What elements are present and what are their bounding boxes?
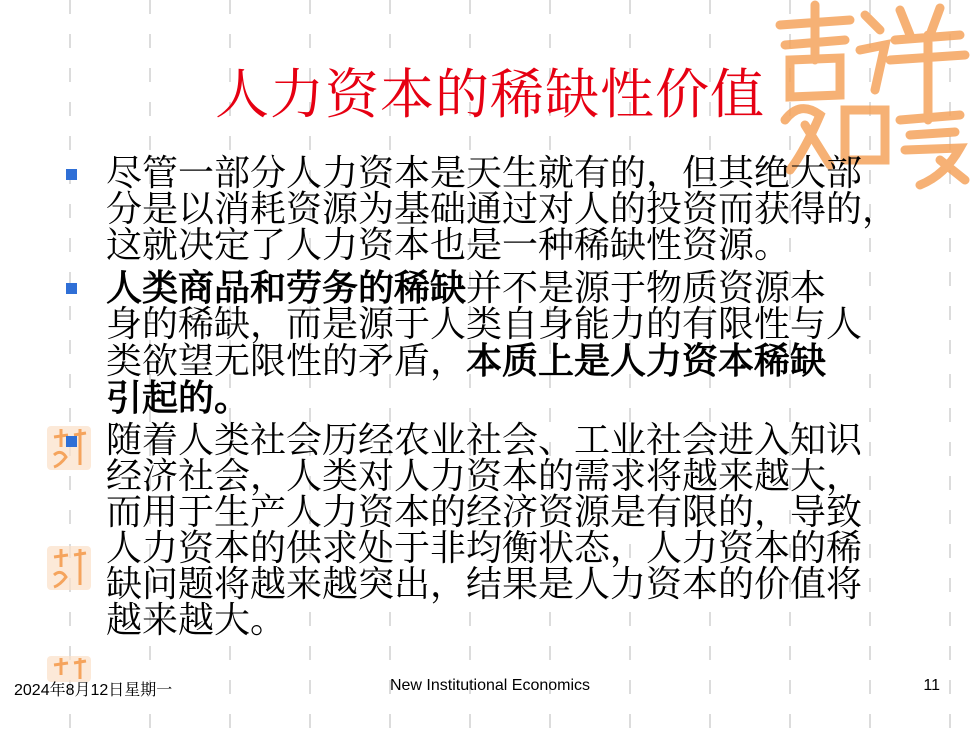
- bullet-2-line-4: [106, 377, 932, 419]
- bullet-2-line-1: [106, 267, 932, 309]
- bullet-2-line-1-rest: 并不是源于物质资源本: [466, 268, 827, 309]
- bullet-2-line-3-bold: 本质上是人力资本稀缺: [466, 340, 827, 382]
- bullet-2-line-3: [106, 340, 932, 382]
- bullet-square-icon: [66, 283, 77, 294]
- bullet-list: [62, 153, 932, 641]
- bullet-square-icon: [66, 169, 77, 180]
- bullet-item-2: [62, 267, 932, 419]
- footer-date: 2024年8月12日星期一: [14, 682, 173, 699]
- bullet-1-line-3: 这就决定了人力资本也是一种稀缺性资源。: [106, 225, 791, 266]
- bullet-3-line-4: 人力资本的供求处于非均衡状态，人力资本的稀: [106, 528, 863, 569]
- bullet-item-1: [62, 153, 932, 266]
- bullet-3-line-3: 而用于生产人力资本的经济资源是有限的，导致: [106, 492, 863, 533]
- bullet-square-icon: [66, 436, 77, 447]
- bullet-1-line-1: 尽管一部分人力资本是天生就有的，但其绝大部: [106, 153, 863, 194]
- bullet-2-line-2: 身的稀缺，而是源于人类自身能力的有限性与人: [106, 304, 863, 345]
- bullet-3-line-1: 随着人类社会历经农业社会、工业社会进入知识: [106, 420, 863, 461]
- bullet-3-line-5: 缺问题将越来越突出，结果是人力资本的价值将: [106, 564, 863, 605]
- bullet-2-bold-phrase: 人类商品和劳务的稀缺: [106, 267, 467, 309]
- bullet-2-line-4-bold: 引起的。: [106, 377, 251, 419]
- bullet-1-line-2: 分是以消耗资源为基础通过对人的投资而获得的，: [106, 189, 899, 230]
- bullet-3-line-2: 经济社会，人类对人力资本的需求将越来越大，: [106, 456, 863, 497]
- bullet-3-line-6: 越来越大。: [106, 600, 287, 641]
- bullet-2-line-3-plain: 类欲望无限性的矛盾，: [106, 341, 467, 382]
- footer-page-number: 11: [923, 677, 940, 694]
- slide-title: 人力资本的稀缺性价值: [215, 63, 765, 126]
- footer-course-title: New Institutional Economics: [389, 677, 591, 694]
- bullet-item-3: [62, 420, 932, 641]
